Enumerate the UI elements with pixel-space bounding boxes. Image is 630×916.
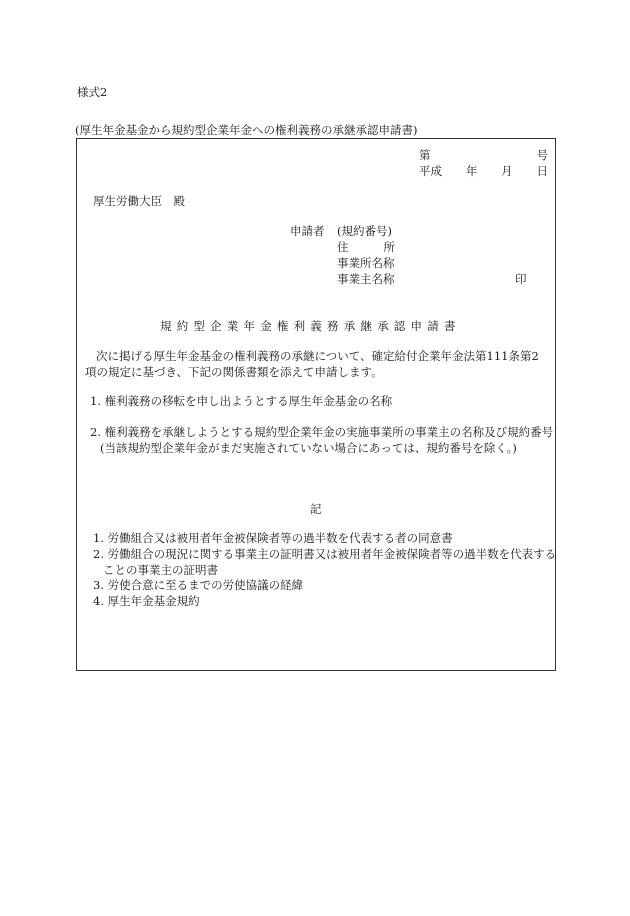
list-item: 1. 権利義務の移転を申し出ようとする厚生年金基金の名称 [90,394,393,408]
date-day: 日 [536,164,548,178]
number-prefix: 第 [419,148,431,162]
attachment-item: 2. 労働組合の現況に関する事業主の証明書又は被用者年金被保険者等の過半数を代表することの事業主の証明書 [93,547,557,577]
applicant-office-name-label: 事業所名称 [337,256,395,270]
applicant-label: 申請者 [290,224,325,238]
intro-paragraph: 次に掲げる厚生年金基金の権利義務の承継について、確定給付企業年金法第111条第2項の規定に基づき、下記の関係書類を添えて申請します。 [85,349,539,379]
form-number-label: 様式2 [77,85,108,99]
attachment-item: 4. 厚生年金基金規約 [93,594,200,608]
date-month: 月 [501,164,513,178]
list-item: 2. 権利義務を承継しようとする規約型企業年金の実施事業所の事業主の名称及び規約番号(当該規約型企業年金がまだ実施されていない場合にあっては、規約番号を除く。) [90,425,554,455]
attachment-item: 3. 労使合意に至るまでの労使協議の経緯 [93,578,304,592]
ki-heading: 記 [310,502,322,516]
applicant-owner-name-label: 事業主名称 [337,272,395,286]
attachment-item: 1. 労働組合又は被用者年金被保険者等の過半数を代表する者の同意書 [93,531,453,545]
applicant-code-label: (規約番号) [337,224,392,238]
number-suffix: 号 [536,148,548,162]
date-line [419,163,548,179]
document-number-line [419,147,548,163]
addressee: 厚生労働大臣 殿 [93,194,185,208]
date-era: 平成 [419,164,442,178]
seal-mark: 印 [515,272,527,286]
date-year: 年 [465,164,478,178]
address-char-2: 所 [383,240,395,254]
address-char-1: 住 [337,240,349,254]
document-title: 規約型企業年金権利義務承継承認申請書 [160,319,461,333]
applicant-address-label [337,239,395,255]
form-subtitle: (厚生年金基金から規約型企業年金への権利義務の承継承認申請書) [75,123,418,137]
